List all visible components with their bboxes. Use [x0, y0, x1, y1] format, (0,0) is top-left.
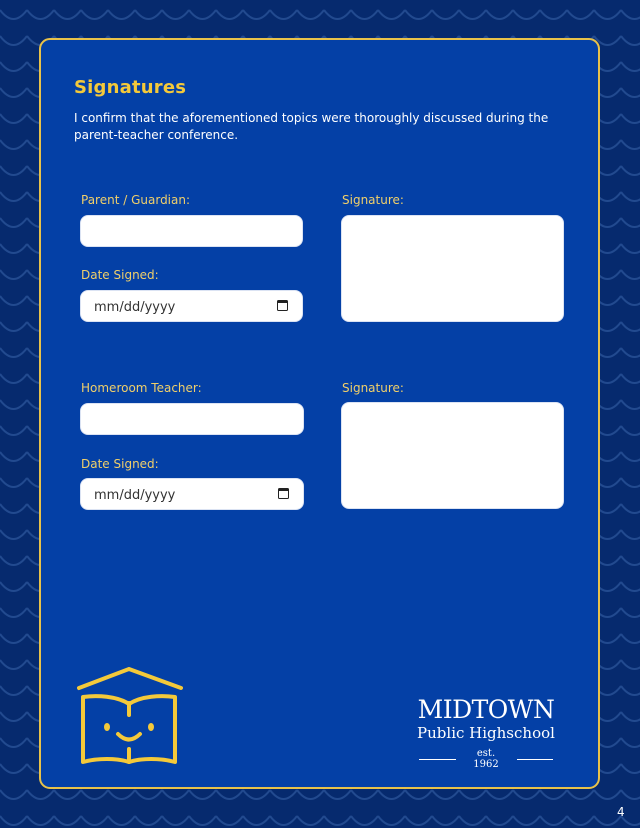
parent-signature-box[interactable] — [341, 215, 564, 322]
established-row — [411, 748, 561, 770]
school-name-line2: Public Highschool — [417, 724, 555, 742]
parent-guardian-label: Parent / Guardian: — [81, 193, 191, 207]
divider-line-left — [419, 759, 456, 760]
calendar-icon[interactable] — [278, 488, 289, 499]
section-title: Signatures — [74, 77, 187, 98]
teacher-date-signed-label: Date Signed: — [81, 457, 159, 471]
teacher-date-signed-input[interactable] — [80, 478, 304, 510]
homeroom-teacher-name-input[interactable] — [80, 403, 304, 435]
confirmation-text: I confirm that the aforementioned topics were thoroughly discussed during the parent-teacher conference. — [74, 111, 549, 142]
house-book-smiley-icon — [77, 667, 183, 767]
calendar-icon[interactable] — [277, 300, 288, 311]
divider-line-right — [517, 759, 554, 760]
teacher-signature-box[interactable] — [341, 402, 564, 509]
parent-signature-label: Signature: — [342, 193, 404, 207]
school-logo-text — [411, 696, 561, 770]
parent-date-signed-label: Date Signed: — [81, 268, 159, 282]
parent-date-signed-input[interactable] — [80, 290, 303, 322]
page-number: 4 — [617, 805, 625, 819]
teacher-signature-label: Signature: — [342, 381, 404, 395]
signature-card — [39, 38, 600, 789]
school-name-line1: MIDTOWN — [417, 695, 555, 724]
date-placeholder: mm/dd/yyyy — [94, 488, 176, 503]
parent-guardian-name-input[interactable] — [80, 215, 303, 247]
homeroom-teacher-label: Homeroom Teacher: — [81, 381, 202, 395]
established-text: est. 1962 — [473, 748, 499, 770]
date-placeholder: mm/dd/yyyy — [94, 300, 176, 315]
